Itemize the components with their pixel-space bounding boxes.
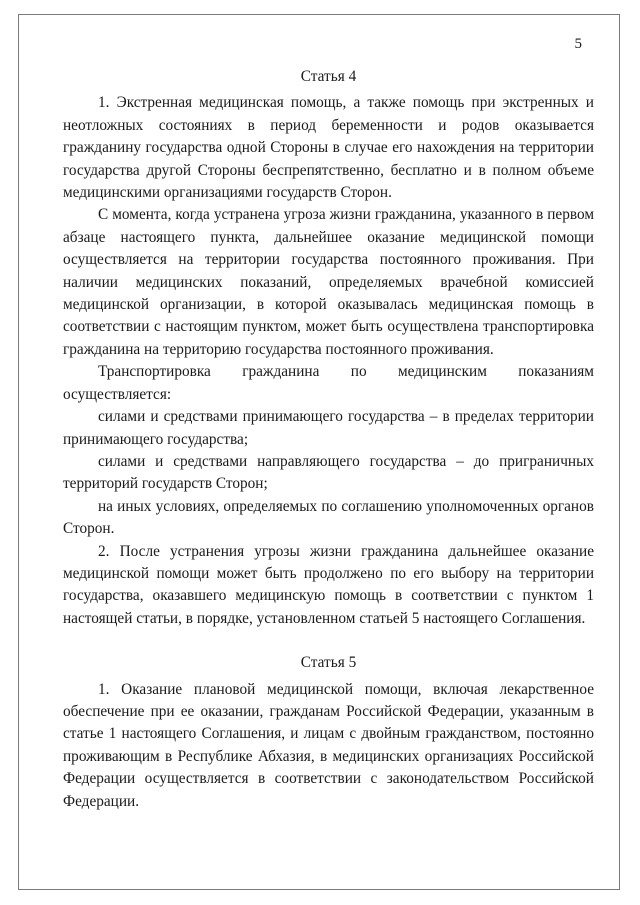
page-number: 5	[574, 36, 582, 52]
document-body	[63, 66, 594, 813]
article-4-paragraph-2: С момента, когда устранена угроза жизни гражданина, указанного в первом абзаце настоящего пункта, дальнейшее оказание медицинской помощи осуществляется на территории государства постоянного проживания. При наличии медицинских показаний, определяемых врачебной комиссией медицинской организации, в которой оказывалась медицинская помощь в соответствии с настоящим пунктом, может быть осуществлена транспортировка гражданина на территорию государства постоянного проживания.	[63, 206, 594, 358]
article-4-paragraph-6: на иных условиях, определяемых по соглашению уполномоченных органов Сторон.	[63, 497, 594, 538]
article-spacer	[63, 630, 594, 652]
article-5-paragraph-1: 1. Оказание плановой медицинской помощи, включая лекарственное обеспечение при ее оказании, гражданам Российской Федерации, указанным в статье 1 настоящего Соглашения, и лицам с двойным гражданством, постоянно проживающим в Республике Абхазия, в медицинских организациях Российской Федерации осуществляется в соответствии с законодательством Российской Федерации.	[63, 680, 594, 810]
article-4-paragraph-4: силами и средствами принимающего государства – в пределах территории принимающего государства;	[63, 408, 594, 448]
article-4-paragraph-7: 2. После устранения угрозы жизни гражданина дальнейшее оказание медицинской помощи может быть продолжено по его выбору на территории государства, оказавшего медицинскую помощь в соответствии с пунктом 1 настоящей статьи, в порядке, установленном статьей 5 настоящего Соглашения.	[63, 542, 594, 627]
article-4-title: Статья 4	[300, 68, 357, 85]
article-5-title: Статья 5	[300, 654, 357, 672]
article-4-paragraph-3: Транспортировка гражданина по медицинским показаниям осуществляется:	[63, 363, 594, 403]
article-4-paragraph-5: силами и средствами направляющего государства – до приграничных территорий государств Сторон;	[63, 452, 594, 493]
article-4-paragraph-1: 1. Экстренная медицинская помощь, а также помощь при экстренных и неотложных состояниях в период беременности и родов оказывается гражданину государства одной Стороны в случае его нахождения на территории государства другой Стороны беспрепятственно, бесплатно и в полном объеме медицинскими организациями государств Сторон.	[63, 94, 594, 202]
